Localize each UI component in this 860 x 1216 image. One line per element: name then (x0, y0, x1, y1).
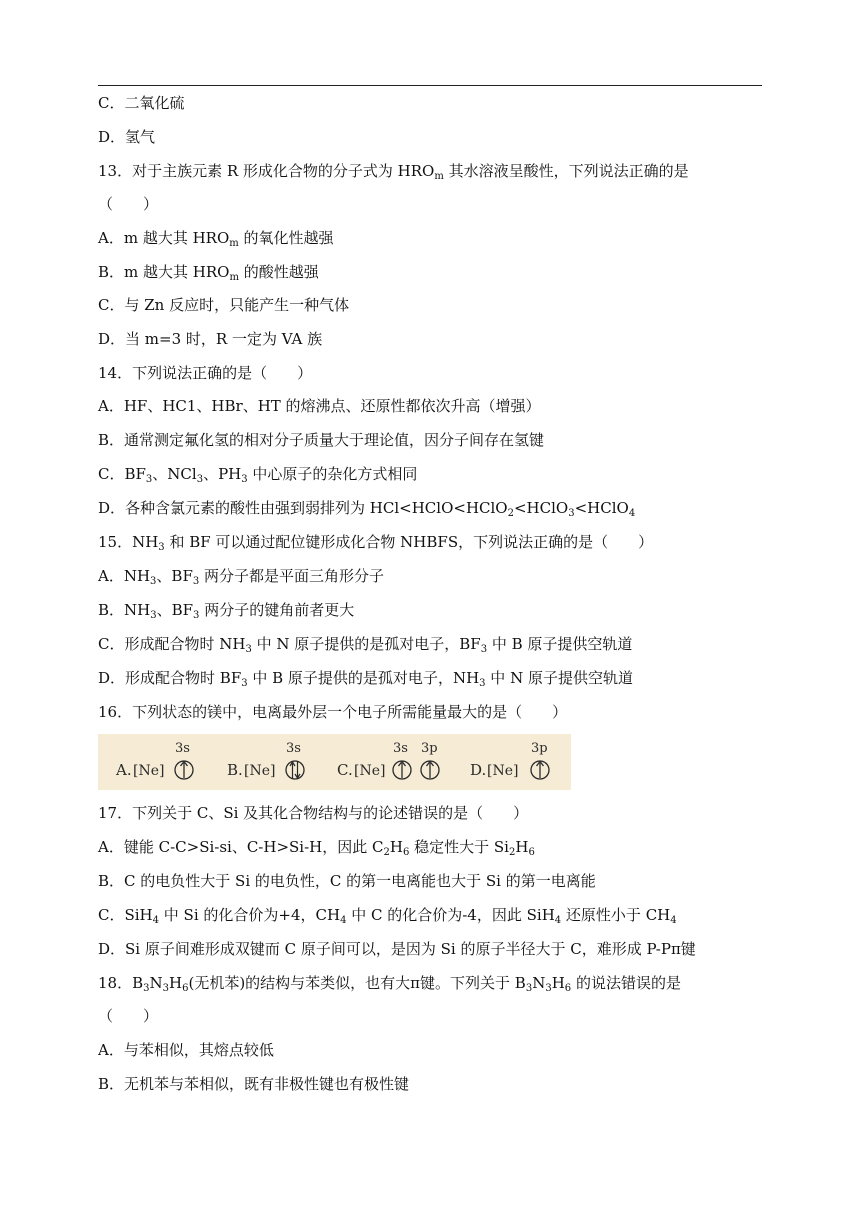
q13-option-d: D．当 m=3 时，R 一定为 VA 族 (98, 330, 323, 348)
orbital-option-b (227, 741, 304, 779)
orbital-diagram-figure (98, 734, 571, 790)
q18-option-a: A．与苯相似，其熔点较低 (98, 1041, 274, 1059)
q12-option-d: D．氢气 (98, 128, 156, 146)
orbital-circle-icon (393, 761, 411, 779)
q14-option-c: C．$BF_3$、NCl$_3$、$PH_3$ 中心原子的杂化方式相同 (98, 465, 418, 485)
q17-option-a: A．键能 C-C>Si-si、C-H>Si-H，因此 $C_2H_6$ 稳定性大于 $Si_2H_6$ (98, 838, 535, 858)
option-label: B. (227, 761, 243, 779)
q13-option-c: C．与 Zn 反应时，只能产生一种气体 (98, 296, 350, 314)
q15-option-d: D．形成配合物时 $BF_3$ 中 B 原子提供的是孤对电子，$NH_3$ 中 N 原子提供空轨道 (98, 669, 633, 689)
orbital-option-d (470, 741, 549, 779)
q14-option-d: D．各种含氯元素的酸性由强到弱排列为 HCl<HClO<HClO$_2$<HClO$_3$<HClO$_4$ (98, 499, 636, 519)
orbital-circle-icon (421, 761, 439, 779)
orbital-label: 3p (421, 741, 438, 756)
question-18-stem: 18．$B_3N_3H_6$(无机苯)的结构与苯类似，也有大π键。下列关于 $B_3N_3H_6$ 的说法错误的是 (98, 974, 681, 994)
q15-option-a: A．$NH_3$、$BF_3$ 两分子都是平面三角形分子 (98, 567, 385, 587)
option-label: C. (337, 761, 353, 779)
core-config: [Ne] (487, 763, 519, 779)
orbital-circle-icon (531, 761, 549, 779)
orbital-option-c (337, 741, 439, 779)
q13-option-a: A．m 越大其 $HRO_m$ 的氧化性越强 (98, 229, 334, 249)
orbital-circle-icon (286, 761, 304, 779)
question-14-stem: 14．下列说法正确的是（ ） (98, 364, 313, 382)
question-13-paren: （ ） (98, 195, 159, 213)
question-13-stem: 13．对于主族元素 R 形成化合物的分子式为 $HRO_m$ 其水溶液呈酸性，下列说法正确的是 (98, 162, 689, 182)
orbital-diagram (98, 734, 571, 790)
q14-option-b: B．通常测定氟化氢的相对分子质量大于理论值，因分子间存在氢键 (98, 431, 545, 449)
orbital-circle-icon (175, 761, 193, 779)
question-16-stem: 16．下列状态的镁中，电离最外层一个电子所需能量最大的是（ ） (98, 703, 568, 721)
q17-option-c: C．SiH$_4$ 中 Si 的化合价为+4，$CH_4$ 中 C 的化合价为-4，因此 SiH$_4$ 还原性小于 $CH_4$ (98, 906, 677, 926)
core-config: [Ne] (133, 763, 165, 779)
orbital-label: 3s (393, 741, 408, 756)
q17-option-b: B．C 的电负性大于 Si 的电负性，C 的第一电离能也大于 Si 的第一电离能 (98, 872, 596, 890)
q14-option-a: A．HF、HC1、HBr、HT 的熔沸点、还原性都依次升高（增强） (98, 397, 541, 415)
q18-option-b: B．无机苯与苯相似，既有非极性键也有极性键 (98, 1075, 410, 1093)
option-label: A. (116, 761, 132, 779)
orbital-label: 3s (175, 741, 190, 756)
question-17-stem: 17．下列关于 C、Si 及其化合物结构与的论述错误的是（ ） (98, 804, 529, 822)
q15-option-c: C．形成配合物时 $NH_3$ 中 N 原子提供的是孤对电子，$BF_3$ 中 B 原子提供空轨道 (98, 635, 633, 655)
orbital-label: 3s (286, 741, 301, 756)
q15-option-b: B．$NH_3$、$BF_3$ 两分子的键角前者更大 (98, 601, 355, 621)
orbital-label: 3p (531, 741, 548, 756)
q12-option-c: C．二氧化硫 (98, 94, 185, 112)
q17-option-d: D．Si 原子间难形成双键而 C 原子间可以，是因为 Si 的原子半径大于 C，难形成 P-Pπ键 (98, 940, 696, 958)
option-label: D. (470, 761, 487, 779)
core-config: [Ne] (354, 763, 386, 779)
q13-option-b: B．m 越大其 $HRO_m$ 的酸性越强 (98, 263, 319, 283)
core-config: [Ne] (244, 763, 276, 779)
question-15-stem: 15．$NH_3$ 和 BF 可以通过配位键形成化合物 NHBFS，下列说法正确的是（ ） (98, 533, 654, 553)
orbital-option-a (115, 741, 193, 779)
header-rule (98, 85, 762, 86)
question-18-paren: （ ） (98, 1007, 159, 1025)
